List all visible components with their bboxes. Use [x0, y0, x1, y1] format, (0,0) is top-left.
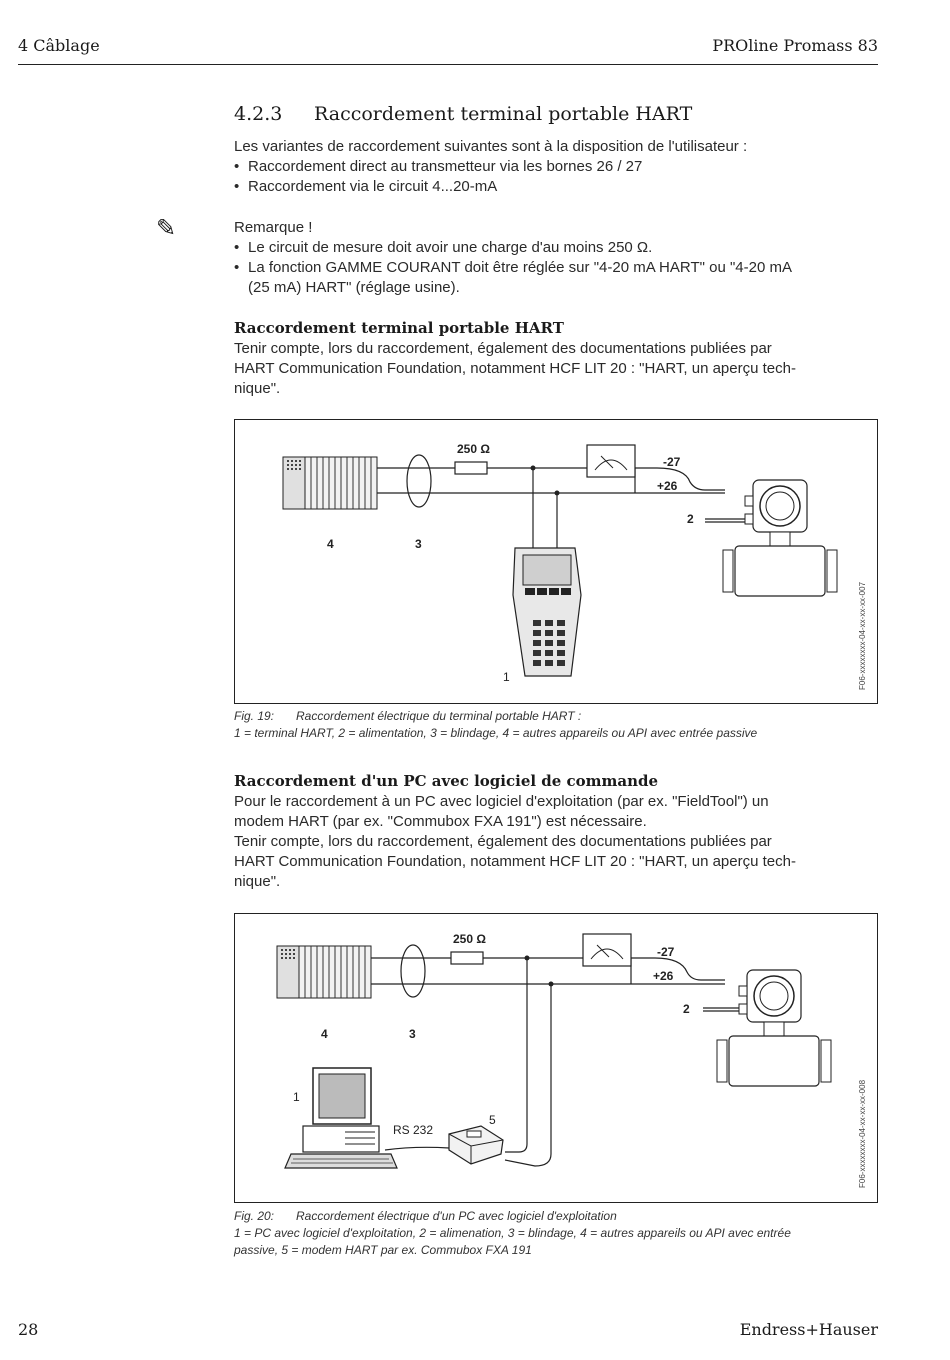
ammeter-icon	[587, 445, 635, 477]
intro-bullet: • Raccordement via le circuit 4...20-mA	[234, 178, 498, 195]
figure-19-hart-terminal-wiring	[234, 419, 878, 704]
fig19-caption-title: Raccordement électrique du terminal portable HART :	[296, 709, 582, 723]
fig20-shield-label: 3	[409, 1027, 416, 1041]
resistor-icon	[451, 952, 483, 964]
fig20-resistor-label: 250 Ω	[453, 932, 486, 946]
fig19-code: F06-xxxxxxxx-04-xx-xx-xx-007	[858, 581, 867, 690]
ammeter-icon	[583, 934, 631, 966]
note-bullet: • Le circuit de mesure doit avoir une charge d'au moins 250 Ω.	[234, 239, 653, 256]
intro-bullet: • Raccordement direct au transmetteur via les bornes 26 / 27	[234, 158, 643, 175]
fig20-caption-legend: 1 = PC avec logiciel d'exploitation, 2 = alimenation, 3 = blindage, 4 = autres appareils ou API avec entrée	[234, 1226, 791, 1240]
page-number: 28	[18, 1320, 39, 1339]
intro-paragraph	[234, 137, 874, 197]
fig20-caption-title: Raccordement électrique d'un PC avec logiciel d'exploitation	[296, 1209, 617, 1223]
fig19-shield-label: 3	[415, 537, 422, 551]
note-bullet: • La fonction GAMME COURANT doit être réglée sur "4-20 mA HART" ou "4-20 mA	[234, 259, 792, 276]
plc-device-icon	[277, 946, 371, 998]
fig19-caption-legend: 1 = terminal HART, 2 = alimentation, 3 = blindage, 4 = autres appareils ou API avec entrée passive	[234, 726, 758, 740]
section-title-text: Raccordement terminal portable HART	[314, 103, 693, 125]
intro-text: Les variantes de raccordement suivantes sont à la disposition de l'utilisateur :	[234, 138, 748, 155]
fig20-pc-label: 1	[293, 1090, 300, 1104]
pc-subheading: Raccordement d'un PC avec logiciel de commande	[234, 772, 659, 790]
note-title: Remarque !	[234, 219, 313, 236]
note-bullet-continued: (25 mA) HART" (réglage usine).	[248, 279, 460, 296]
fig20-modem-label: 5	[489, 1113, 496, 1127]
fig20-diagram	[235, 914, 877, 1202]
fig20-code: F06-xxxxxxxx-04-xx-xx-xx-008	[858, 1079, 867, 1188]
fig20-caption-legend-cont: passive, 5 = modem HART par ex. Commubox FXA 191	[234, 1243, 532, 1257]
shield-icon	[401, 945, 425, 997]
fig19-caption-label: Fig. 19:	[234, 709, 275, 723]
hart-modem-icon	[449, 1126, 503, 1164]
fig19-supply-label: 2	[687, 512, 694, 526]
note-block	[234, 218, 874, 298]
fig19-caption	[234, 708, 874, 742]
fig20-caption	[234, 1208, 874, 1259]
fig20-terminal26-label: +26	[653, 969, 674, 983]
fig19-devices-label: 4	[327, 537, 334, 551]
fig19-terminal27-label: -27	[663, 455, 681, 469]
fig20-terminal27-label: -27	[657, 945, 675, 959]
pc-computer-icon	[285, 1068, 397, 1168]
pencil-note-icon: ✎	[156, 215, 177, 242]
fig20-supply-label: 2	[683, 1002, 690, 1016]
figure-20-pc-wiring	[234, 913, 878, 1203]
transmitter-icon	[717, 970, 831, 1086]
header-chapter: 4 Câblage	[18, 36, 100, 55]
resistor-icon	[455, 462, 487, 474]
fig19-terminal26-label: +26	[657, 479, 678, 493]
brand-logo: Endress+Hauser	[739, 1320, 878, 1339]
section-number: 4.2.3	[234, 103, 283, 125]
fig19-resistor-label: 250 Ω	[457, 442, 490, 456]
hart-handheld-icon	[513, 548, 581, 676]
pc-paragraph: Pour le raccordement à un PC avec logiciel d'exploitation (par ex. "FieldTool") un modem HART (par ex. "Commubox FXA 191") est nécessaire. Tenir compte, lors du raccordement, également des documentations publiées par HART Communication Foundation, notamment HCF LIT 20 : "HART, un aperçu tech- nique".	[234, 793, 796, 890]
section-title	[234, 103, 692, 125]
header-rule	[18, 64, 878, 65]
transmitter-icon	[723, 480, 837, 596]
fig20-devices-label: 4	[321, 1027, 328, 1041]
fig20-rs232-label: RS 232	[393, 1123, 434, 1137]
fig20-caption-label: Fig. 20:	[234, 1209, 275, 1223]
header-product: PROline Promass 83	[712, 36, 878, 55]
shield-icon	[407, 455, 431, 507]
hart-paragraph: Tenir compte, lors du raccordement, également des documentations publiées par HART Communication Foundation, notamment HCF LIT 20 : "HART, un aperçu tech- nique".	[234, 340, 796, 397]
fig19-diagram	[235, 420, 877, 703]
hart-subheading: Raccordement terminal portable HART	[234, 319, 564, 337]
plc-device-icon	[283, 457, 377, 509]
fig19-wires	[377, 468, 745, 548]
fig19-terminal-label: 1	[503, 670, 510, 684]
